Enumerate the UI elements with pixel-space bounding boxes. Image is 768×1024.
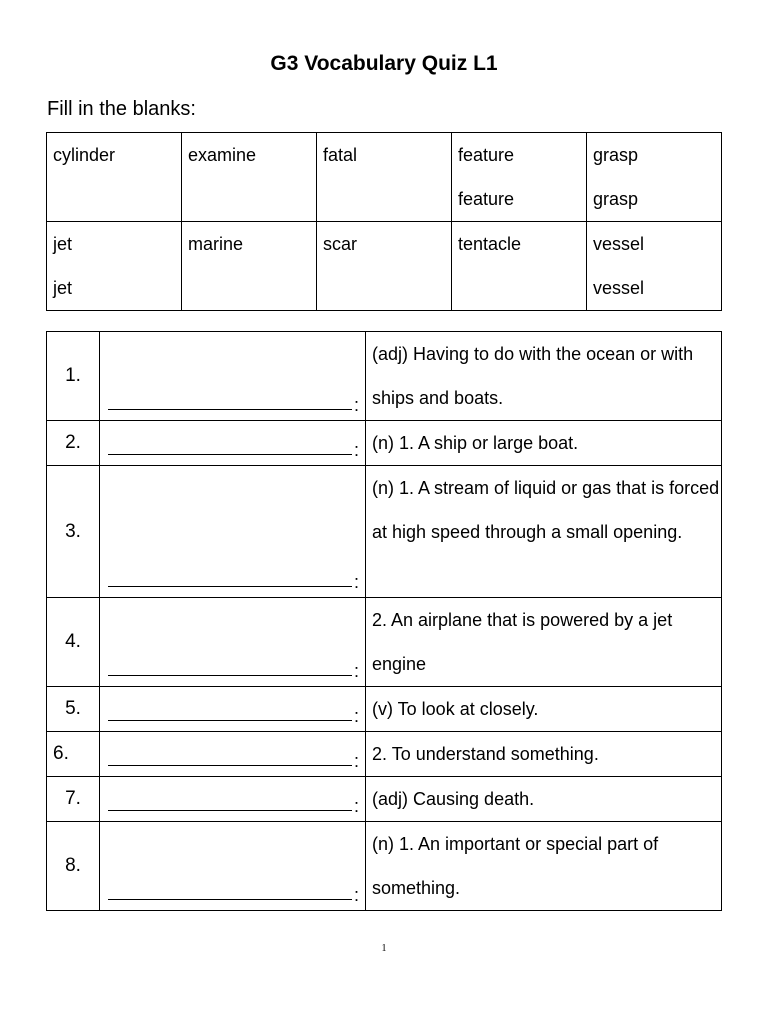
question-row bbox=[47, 822, 722, 911]
word-bank-word: cylinder bbox=[53, 145, 116, 165]
answer-blank[interactable]: : bbox=[100, 598, 366, 687]
question-definition: (adj) Having to do with the ocean or with ships and boats. bbox=[366, 332, 722, 421]
question-definition: (n) 1. An important or special part of something. bbox=[366, 822, 722, 911]
word-bank-cell bbox=[587, 222, 722, 311]
question-number: 4. bbox=[47, 598, 100, 687]
word-bank-row bbox=[47, 133, 722, 222]
question-definition: (adj) Causing death. bbox=[366, 777, 722, 822]
question-row bbox=[47, 332, 722, 421]
word-bank-word: vessel bbox=[593, 234, 645, 254]
answer-blank[interactable]: : bbox=[100, 732, 366, 777]
answer-blank[interactable]: : bbox=[100, 687, 366, 732]
word-bank-cell bbox=[587, 133, 722, 222]
answer-blank[interactable]: : bbox=[100, 466, 366, 598]
word-bank-word: tentacle bbox=[458, 234, 522, 254]
word-bank-cell bbox=[317, 222, 452, 311]
instruction-text: Fill in the blanks: bbox=[47, 98, 196, 120]
word-bank-cell bbox=[317, 133, 452, 222]
word-bank-word: scar bbox=[323, 234, 358, 254]
page-title: G3 Vocabulary Quiz L1 bbox=[270, 52, 498, 75]
answer-blank[interactable]: : bbox=[100, 332, 366, 421]
question-number: 8. bbox=[47, 822, 100, 911]
word-bank-cell bbox=[47, 222, 182, 311]
word-bank-word: feature bbox=[458, 145, 515, 165]
question-row bbox=[47, 732, 722, 777]
word-bank-word: jet bbox=[53, 234, 73, 254]
question-number: 1. bbox=[47, 332, 100, 421]
word-bank-cell bbox=[452, 222, 587, 311]
question-definition: (n) 1. A stream of liquid or gas that is forced at high speed through a small opening. bbox=[366, 466, 722, 598]
question-definition: 2. To understand something. bbox=[366, 732, 722, 777]
question-row bbox=[47, 598, 722, 687]
answer-blank[interactable]: : bbox=[100, 822, 366, 911]
questions-table bbox=[46, 331, 722, 911]
word-bank-cell bbox=[182, 222, 317, 311]
word-bank-row bbox=[47, 222, 722, 311]
word-bank-word: fatal bbox=[323, 145, 358, 165]
word-bank-cell bbox=[452, 133, 587, 222]
word-bank-table bbox=[46, 132, 722, 311]
question-definition: (v) To look at closely. bbox=[366, 687, 722, 732]
word-bank-cell bbox=[47, 133, 182, 222]
word-bank-word: grasp bbox=[593, 189, 639, 209]
question-row bbox=[47, 466, 722, 598]
question-definition: 2. An airplane that is powered by a jet engine bbox=[366, 598, 722, 687]
question-row bbox=[47, 777, 722, 822]
question-definition: (n) 1. A ship or large boat. bbox=[366, 421, 722, 466]
word-bank-word: jet bbox=[53, 278, 73, 298]
question-number: 2. bbox=[47, 421, 100, 466]
word-bank-cell bbox=[182, 133, 317, 222]
page-number: 1 bbox=[381, 943, 387, 954]
word-bank-word: feature bbox=[458, 189, 515, 209]
question-number: 3. bbox=[47, 466, 100, 598]
question-number: 7. bbox=[47, 777, 100, 822]
question-row bbox=[47, 421, 722, 466]
question-number: 5. bbox=[47, 687, 100, 732]
answer-blank[interactable]: : bbox=[100, 777, 366, 822]
question-row bbox=[47, 687, 722, 732]
answer-blank[interactable]: : bbox=[100, 421, 366, 466]
word-bank-word: grasp bbox=[593, 145, 639, 165]
word-bank-word: vessel bbox=[593, 278, 645, 298]
question-number: 6. bbox=[47, 732, 100, 777]
word-bank-word: marine bbox=[188, 234, 244, 254]
word-bank-word: examine bbox=[188, 145, 257, 165]
